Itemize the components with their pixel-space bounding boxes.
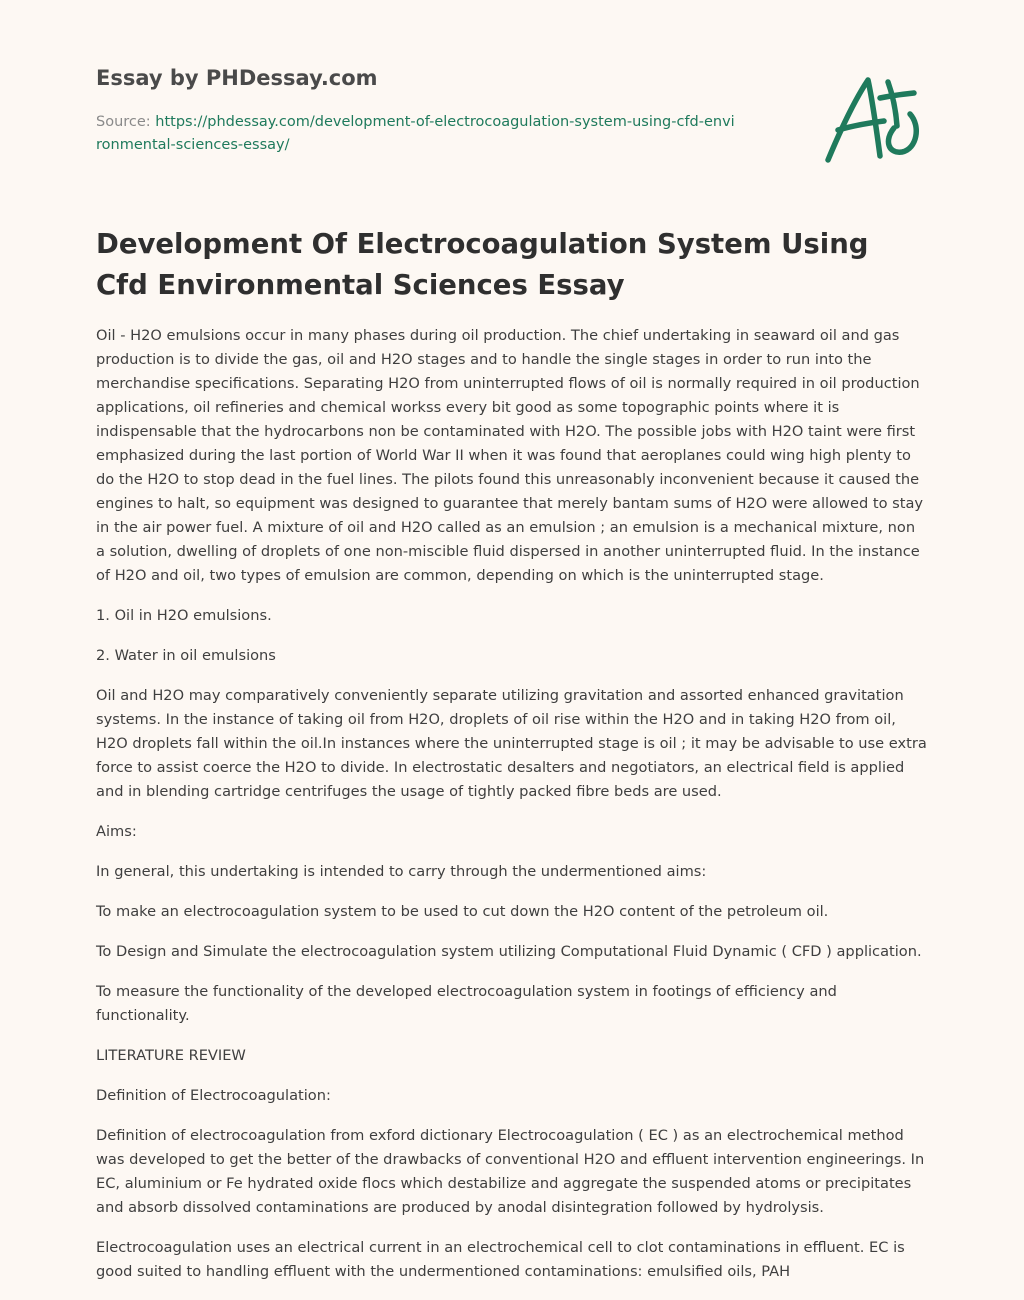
source-label: Source: <box>96 114 156 130</box>
section-heading: Aims: <box>96 823 137 840</box>
essay-title: Development Of Electrocoagulation System Using Cfd Environmental Sciences Essay <box>96 228 869 301</box>
paragraph: To Design and Simulate the electrocoagulation system utilizing Computational Fluid Dynamic ( CFD ) application. <box>96 943 922 960</box>
section-heading: LITERATURE REVIEW <box>96 1047 246 1064</box>
a-plus-logo-icon <box>822 68 928 164</box>
paragraph: Electrocoagulation uses an electrical current in an electrochemical cell to clot contaminations in effluent. EC is good suited to handling effluent with the undermentioned contaminations: emulsified oils, PAH <box>96 1239 905 1280</box>
paragraph: Oil - H2O emulsions occur in many phases during oil production. The chief undertaking in seaward oil and gas production is to divide the gas, oil and H2O stages and to handle the single stages in order to run into the merchandise specifications. Separating H2O from uninterrupted flows of oil is normally required in oil production applications, oil refineries and chemical workss every bit good as some topographic points where it is indispensable that the hydrocarbons non be contaminated with H2O. The possible jobs with H2O taint were first emphasized during the last portion of World War II when it was found that aeroplanes could wing high plenty to do the H2O to stop dead in the fuel lines. The pilots found this unreasonably inconvenient because it caused the engines to halt, so equipment was designed to guarantee that merely bantam sums of H2O were allowed to stay in the air power fuel. A mixture of oil and H2O called as an emulsion ; an emulsion is a mechanical mixture, non a solution, dwelling of droplets of one non-miscible fluid dispersed in another uninterrupted fluid. In the instance of H2O and oil, two types of emulsion are common, depending on which is the uninterrupted stage. <box>96 327 924 584</box>
list-item: 2. Water in oil emulsions <box>96 647 276 664</box>
source-link[interactable]: https://phdessay.com/development-of-electrocoagulation-system-using-cfd-environmental-sciences-essay/ <box>96 114 735 153</box>
paragraph: To measure the functionality of the developed electrocoagulation system in footings of efficiency and functionality. <box>96 983 837 1024</box>
list-item: 1. Oil in H2O emulsions. <box>96 607 272 624</box>
essay-body <box>96 324 928 1300</box>
source-line <box>96 111 736 157</box>
paragraph: Definition of electrocoagulation from exford dictionary Electrocoagulation ( EC ) as an electrochemical method was developed to get the better of the drawbacks of conventional H2O and effluent intervention engineerings. In EC, aluminium or Fe hydrated oxide flocs which destabilize and aggregate the suspended atoms or precipitates and absorb dissolved contaminations are produced by anodal disintegration followed by hydrolysis. <box>96 1127 925 1216</box>
section-heading: Definition of Electrocoagulation: <box>96 1087 331 1104</box>
site-brand: Essay by PHDessay.com <box>96 66 378 90</box>
paragraph: To make an electrocoagulation system to be used to cut down the H2O content of the petroleum oil. <box>96 903 829 920</box>
paragraph: In general, this undertaking is intended to carry through the undermentioned aims: <box>96 863 707 880</box>
paragraph: Oil and H2O may comparatively conveniently separate utilizing gravitation and assorted enhanced gravitation systems. In the instance of taking oil from H2O, droplets of oil rise within the H2O and in taking H2O from oil, H2O droplets fall within the oil.In instances where the uninterrupted stage is oil ; it may be advisable to use extra force to assist coerce the H2O to divide. In electrostatic desalters and negotiators, an electrical field is applied and in blending cartridge centrifuges the usage of tightly packed fibre beds are used. <box>96 687 927 800</box>
